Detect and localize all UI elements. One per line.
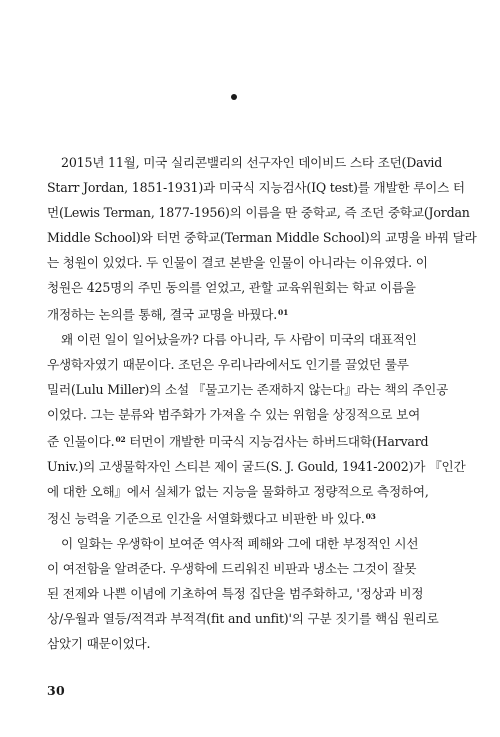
text-line: 상/우월과 열등/적격과 부적격(fit and unfit)'의 구분 짓기를 핵심 원리로 <box>47 611 439 626</box>
text-line: 밀러(Lulu Miller)의 소설 『물고기는 존재하지 않는다』라는 책의 주인공 <box>47 382 449 397</box>
text-line-content: 개정하는 논의를 통해, 결국 교명을 바꿨다. <box>47 307 278 322</box>
text-line: 는 청원이 있었다. 두 인물이 결코 본받을 인물이 아니라는 이유였다. 이 <box>47 255 428 270</box>
footnote-marker[interactable]: 03 <box>365 512 376 521</box>
paragraph-2 <box>47 327 466 531</box>
footnote-marker[interactable]: 01 <box>278 308 289 317</box>
text-line: 우생학자였기 때문이다. 조던은 우리나라에서도 인기를 끌었던 룰루 <box>47 357 409 372</box>
text-line: 삼았기 때문이었다. <box>47 636 151 651</box>
text-line: 이었다. 그는 분류와 범주화가 가져올 수 있는 위험을 상징적으로 보여 <box>47 407 421 422</box>
text-line: 에 대한 오해』에서 실체가 없는 지능을 물화하고 정량적으로 측정하여, <box>47 484 429 499</box>
section-divider-dot <box>231 94 237 100</box>
body-text <box>47 150 477 656</box>
text-line: 왜 이런 일이 일어났을까? 다름 아니라, 두 사람이 미국의 대표적인 <box>61 332 417 347</box>
text-line: 된 전제와 나쁜 이념에 기초하여 특정 집단을 범주화하고, '정상과 비정 <box>47 586 424 601</box>
text-line: 이 여전함을 알려준다. 우생학에 드리워진 비판과 냉소는 그것이 잘못 <box>47 561 417 576</box>
text-line: Univ.)의 고생물학자인 스티븐 제이 굴드(S. J. Gould, 1941-2002)가 『인간 <box>47 459 466 474</box>
text-line-content: 터먼이 개발한 미국식 지능검사는 하버드대학(Harvard <box>125 434 429 449</box>
footnote-marker[interactable]: 02 <box>115 435 126 444</box>
paragraph-1 <box>47 150 477 327</box>
text-line: Middle School)와 터먼 중학교(Terman Middle School)의 교명을 바꿔 달라 <box>47 230 477 245</box>
text-line: 이 일화는 우생학이 보여준 역사적 폐해와 그에 대한 부정적인 시선 <box>61 536 419 551</box>
text-line <box>47 504 452 531</box>
text-line-content: 준 인물이다. <box>47 434 115 449</box>
text-line <box>47 300 452 327</box>
text-line: 2015년 11월, 미국 실리콘밸리의 선구자인 데이비드 스타 조던(David <box>61 155 443 170</box>
text-line: 먼(Lewis Terman, 1877-1956)의 이름을 딴 중학교, 즉 조던 중학교(Jordan <box>47 205 470 220</box>
page-number: 30 <box>47 683 65 698</box>
text-line-content: 정신 능력을 기준으로 인간을 서열화했다고 비판한 바 있다. <box>47 511 365 526</box>
paragraph-3 <box>47 531 452 656</box>
text-line: Starr Jordan, 1851-1931)과 미국식 지능검사(IQ test)를 개발한 루이스 터 <box>47 180 465 195</box>
text-line: 청원은 425명의 주민 동의를 얻었고, 관할 교육위원회는 학교 이름을 <box>47 280 416 295</box>
text-line <box>47 427 452 454</box>
